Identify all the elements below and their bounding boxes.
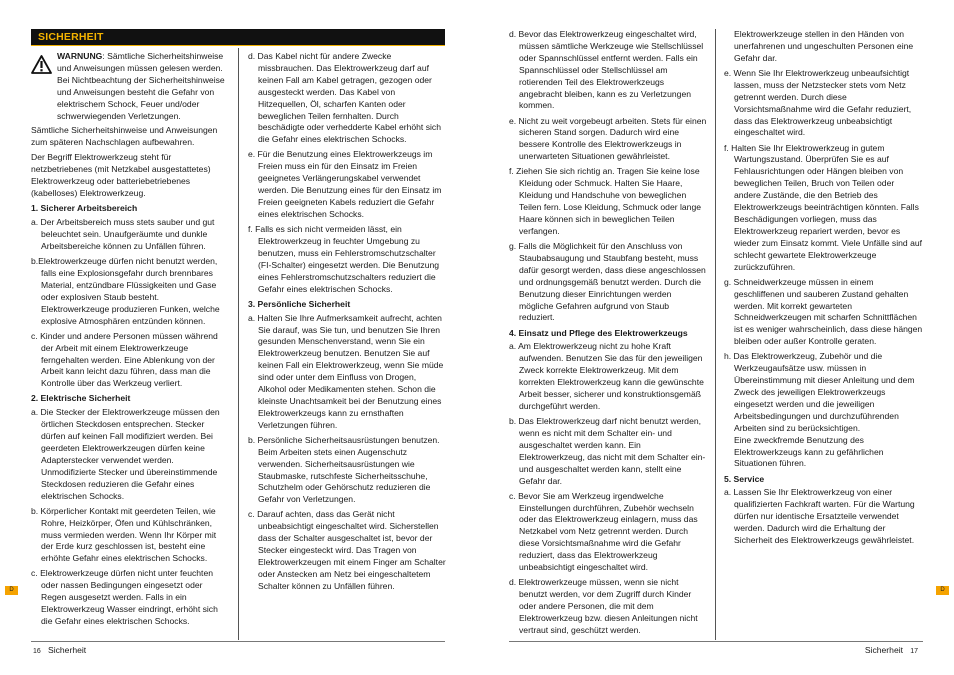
page-number: 17 xyxy=(910,648,918,655)
list-item: h. Das Elektrowerkzeug, Zubehör und die Werkzeugaufsätze usw. müssen in Übereinstimmung mit dieser Anleitung und dem Zweck des jeweiligen Elektrowerkzeugs eingesetzt werden und die jeweiligen Arbeitsbedingungen und durchzuführenden Arbeiten sind zu berücksichtigen. xyxy=(724,351,915,433)
footer-label: Sicherheit xyxy=(47,645,87,655)
list-item: e. Für die Benutzung eines Elektrowerkzeugs im Freien muss ein für den Einsatz im Freien geeignetes Verlängerungskabel verwendet werden. Die Benutzung eines für den Einsatz im Freien geeigneten Kabels reduziert die Gefahr eines elektrischen Schocks. xyxy=(248,149,442,219)
section-heading: 4. Einsatz und Pflege des Elektrowerkzeugs xyxy=(509,327,688,338)
list-item: a. Am Elektrowerkzeug nicht zu hohe Kraft aufwenden. Benutzen Sie das für den jeweiligen Zweck korrekte Elektrowerkzeug. Mit dem korrekten Elektrowerkzeug kann die gewünschte Arbeit besser, sicherer und konstruktionsgemäß durchgeführt werden. xyxy=(509,341,704,411)
list-item: b. Das Elektrowerkzeug darf nicht benutzt werden, wenn es nicht mit dem Schalter ein- und ausgeschaltet werden kann. Ein Elektrowerkzeug, das nicht mit dem Schalter ein- und ausgeschaltet werden kann, stellt eine Gefahr dar. xyxy=(509,416,706,486)
warning-label: WARNUNG xyxy=(57,51,103,61)
section-heading: 5. Service xyxy=(724,473,765,484)
list-item: e. Wenn Sie Ihr Elektrowerkzeug unbeaufsichtigt lassen, muss der Netzstecker stets vom Netz getrennt werden. Durch diese Vorsichtsmaßnahme wird die Gefahr reduziert, dass das Elektrowerkzeug unbeabsichtigt eingeschaltet wird. xyxy=(724,67,912,138)
list-item: g. Falls die Möglichkeit für den Anschluss von Staubabsaugung und Staubfang besteht, muss dafür gesorgt werden, dass diese angeschlossen und ordnungsgemäß benutzt werden. Durch die Benutzung dieser Einrichtungen werden mögliche Gefahren aufgrund von Staub reduziert. xyxy=(509,240,706,323)
section-title: SICHERHEIT xyxy=(38,31,104,43)
list-item: a. Halten Sie Ihre Aufmerksamkeit aufrecht, achten Sie darauf, was Sie tun, und benutzen Sie Ihren gesunden Menschenverstand, wenn Sie ein Elektrowerkzeug benutzen. Benutzen Sie auf keinen Fall ein Elektrowerkzeug, wenn Sie müde sind oder unter dem Einfluss von Drogen, Alkohol oder Medikamenten stehen. Schon die kleinste Unachtsamkeit bei der Benutzung eines Elektrowerkzeugs kann zu ernsthaften Verletzungen führen. xyxy=(248,312,444,430)
list-item: a. Lassen Sie Ihr Elektrowerkzeug von einer qualifizierten Fachkraft warten. Für die Wartung dürfen nur identische Ersatzteile verwendet werden. Dadurch wird die Erhaltung der Sicherheit des Elektrowerkzeugs gewährleistet. xyxy=(724,487,915,546)
list-item: b.Elektrowerkzeuge dürfen nicht benutzt werden, falls eine Explosionsgefahr durch brennbares Material, entzündbare Flüssigkeiten und Gase oder explosiven Staub besteht. Elektrowerkzeuge produzieren Funken, welche explosive Atmosphären entzünden können. xyxy=(31,256,220,326)
section-heading: 1. Sicherer Arbeitsbereich xyxy=(31,203,138,214)
list-item: c. Darauf achten, dass das Gerät nicht unbeabsichtigt eingeschaltet wird. Sicherstellen dass der Schalter ausgeschaltet ist, bevor der Stecker eingesteckt wird. Das Tragen von Elektrowerkzeugen mit einem Finger am Schalter oder Anstecken am Netz bei eingeschaltetem Schalter können zu Unfällen führen. xyxy=(248,509,446,591)
warning-triangle-icon xyxy=(31,55,52,74)
footer-right xyxy=(865,645,918,657)
warning-text: : Sämtliche Sicherheitshinweise und Anweisungen müssen gelesen werden. Bei Nichtbeachtung der Sicherheitshinweise und Anweisungen besteht die Gefahr von elektrischem Schock, Feuer und/oder schwerwiegenden Verletzungen. xyxy=(57,51,225,121)
list-item: c. Kinder und andere Personen müssen während der Arbeit mit einem Elektrowerkzeuge ferngehalten werden. Eine Ablenkung von der Arbeit kann leicht dazu führen, dass man die Kontrolle über das Werkzeug verliert. xyxy=(31,330,218,389)
column-divider xyxy=(238,48,239,640)
footer-label: Sicherheit xyxy=(864,645,904,655)
list-item: b. Körperlicher Kontakt mit geerdeten Teilen, wie Rohre, Heizkörper, Öfen und Kühlschränken, muss vermieden werden. Wenn Ihr Körper mit der Erde kurz geschlossen ist, besteht eine erhöhte Gefahr eines elektrischen Schocks. xyxy=(31,505,217,564)
section-heading: 3. Persönliche Sicherheit xyxy=(248,298,351,309)
list-item: f. Falls es sich nicht vermeiden lässt, ein Elektrowerkzeug in feuchter Umgebung zu benutzen, muss ein Fehlerstromschutzschalter (FI-Schalter) eingesetzt werden. Die Benutzung eines Fehlerstromschutzschalters reduziert die Gefahr eines elektrischen Schocks. xyxy=(248,224,440,294)
language-tab-left: D xyxy=(5,586,18,595)
list-item: a. Die Stecker der Elektrowerkzeuge müssen den örtlichen Steckdosen entsprechen. Stecker dürfen auf keinen Fall modifiziert werden. Bei geerdeten Elektrowerkzeugen dürfen keine Adapterstecker verwendet werden. Unmodifizierte Stecker und übereinstimmende Steckdosen reduzieren die Gefahr eines elektrischen Schocks. xyxy=(31,407,220,501)
warning-block xyxy=(31,51,229,122)
section-header-bar xyxy=(31,29,445,46)
intro-paragraph: Sämtliche Sicherheitshinweise und Anweisungen zum späteren Nachschlagen aufbewahren. xyxy=(31,125,218,148)
footer-rule xyxy=(509,641,923,642)
list-item: e. Nicht zu weit vorgebeugt arbeiten. Stets für einen sicheren Stand sorgen. Dadurch wird eine bessere Kontrolle des Elektrowerkzeugs in unerwarteten Situationen gewährleistet. xyxy=(509,115,707,162)
list-item: b. Persönliche Sicherheitsausrüstungen benutzen. Beim Arbeiten stets einen Augenschutz verwenden. Sicherheitsausrüstungen wie Staubmaske, rutschfeste Sicherheitsschuhe, Schutzhelm oder Gehörschutz reduzieren die Gefahr von Verletzungen. xyxy=(248,434,440,505)
list-item-continuation: Elektrowerkzeuge stellen in den Händen von unerfahrenen und ungeschulten Personen eine Gefahr dar. xyxy=(734,29,914,63)
list-item: f. Ziehen Sie sich richtig an. Tragen Sie keine lose Kleidung oder Schmuck. Halten Sie Haare, Kleidung und Handschuhe von beweglichen Teilen fern. Lose Kleidung, Schmuck oder lange Haare können sich in beweglichen Teilen verfangen. xyxy=(509,166,702,236)
column-4 xyxy=(724,29,923,550)
list-item: c. Bevor Sie am Werkzeug irgendwelche Einstellungen durchführen, Zubehör wechseln oder das Elektrowerkzeug einlagern, muss das Netzkabel vom Netz getrennt werden. Durch diese Vorsichtsmaßnahme wird die Gefahr reduziert, dass das Elektrowerkzeug unbeabsichtigt eingeschaltet wird. xyxy=(509,490,698,573)
list-item: g. Schneidwerkzeuge müssen in einem geschliffenen und sauberen Zustand gehalten werden. Mit korrekt gewarteten Schneidwerkzeugen mit scharfen Schnittflächen ist es weniger wahrscheinlich, dass diese hängen bleiben oder außer Kontrolle geraten. xyxy=(724,276,923,347)
intro-paragraph: Der Begriff Elektrowerkzeug steht für netzbetriebenes (mit Netzkabel ausgestattetes) Elektrowerkzeug oder batteriebetriebenes (kabelloses) Elektrowerkzeug. xyxy=(31,152,211,199)
list-item: c. Elektrowerkzeuge dürfen nicht unter feuchten oder nassen Bedingungen eingesetzt oder Regen ausgesetzt werden. Falls in ein Elektrowerkzeug Wasser eindringt, erhöht sich die Gefahr eines elektrischen Schocks. xyxy=(31,568,218,627)
column-2 xyxy=(248,51,446,596)
list-item: d. Das Kabel nicht für andere Zwecke missbrauchen. Das Elektrowerkzeug darf auf keinen Fall am Kabel getragen, gezogen oder ausgesteckt werden. Das Kabel von Hitzequellen, Öl, scharfen Kanten oder beweglichen Teilen fernhalten. Durch beschädigte oder verhedderte Kabel erhöht sich die Gefahr eines elektrischen Schocks. xyxy=(248,51,441,145)
section-heading: 2. Elektrische Sicherheit xyxy=(31,393,131,404)
footer-left xyxy=(33,645,86,657)
column-divider xyxy=(715,29,716,640)
list-item: a. Der Arbeitsbereich muss stets sauber und gut beleuchtet sein. Unaufgeräumte und dunkle Arbeitsbereiche können zu Unfällen führen. xyxy=(31,217,215,251)
list-item: d. Bevor das Elektrowerkzeug eingeschaltet wird, müssen sämtliche Werkzeuge wie Stellschlüssel oder Spannschlüssel entfernt werden. Falls ein Spannschlüssel oder Stellschlüssel am rotierenden Teil des Elektrowerkzeugs angebracht bleiben, kann es zu Verletzungen kommen. xyxy=(509,29,704,111)
list-item-continuation: Eine zweckfremde Benutzung des Elektrowerkzeugs kann zu gefährlichen Situationen führen. xyxy=(734,434,884,469)
column-3 xyxy=(509,29,707,640)
page-number: 16 xyxy=(33,648,41,655)
footer-rule xyxy=(31,641,445,642)
list-item: f. Halten Sie Ihr Elektrowerkzeug in gutem Wartungszustand. Überprüfen Sie es auf Fehlausrichtungen oder Hängen bleiben von beweglichen Teilen, Bruch von Teilen oder andere Zustände, die den Betrieb des Elektrowerkzeugs beeinträchtigen könnten. Falls Beschädigungen vorliegen, muss das Elektrowerkzeug repariert werden, bevor es wieder zum Einsatz kommt. Viele Unfälle sind auf schlecht gewartete Elektrowerkzeuge zurückzuführen. xyxy=(724,142,923,272)
list-item: d. Elektrowerkzeuge müssen, wenn sie nicht benutzt werden, vor dem Zugriff durch Kinder oder andere Personen, die mit dem Elektrowerkzeug bzw. diesen Anleitungen nicht vertraut sind, geschützt werden. xyxy=(509,577,698,635)
language-tab-right: D xyxy=(936,586,949,595)
